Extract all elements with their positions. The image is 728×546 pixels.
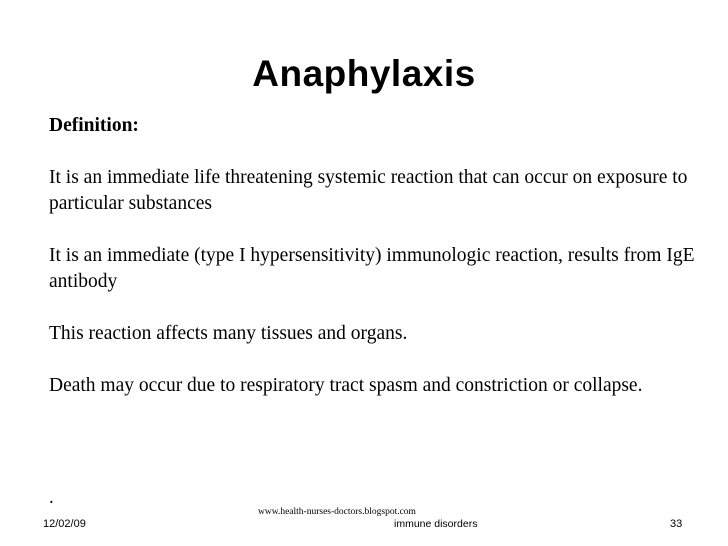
paragraph-2: It is an immediate (type I hypersensitivity) immunologic reaction, results from IgE antibody	[49, 245, 695, 292]
paragraph-3: This reaction affects many tissues and organs.	[49, 323, 408, 344]
definition-heading: Definition:	[49, 115, 139, 136]
slide-body	[49, 113, 709, 399]
footer-topic: immune disorders	[394, 518, 478, 530]
footer-url: www.health-nurses-doctors.blogspot.com	[258, 507, 416, 517]
footer-date: 12/02/09	[43, 518, 86, 530]
slide-title	[0, 52, 728, 96]
slide-title-text: Anaphylaxis	[252, 53, 476, 94]
paragraph-4: Death may occur due to respiratory tract spasm and constriction or collapse.	[49, 375, 643, 396]
page-number: 33	[670, 518, 683, 530]
paragraph-1: It is an immediate life threatening systemic reaction that can occur on exposure to particular substances	[49, 167, 688, 214]
trailing-bullet: .	[49, 487, 54, 508]
